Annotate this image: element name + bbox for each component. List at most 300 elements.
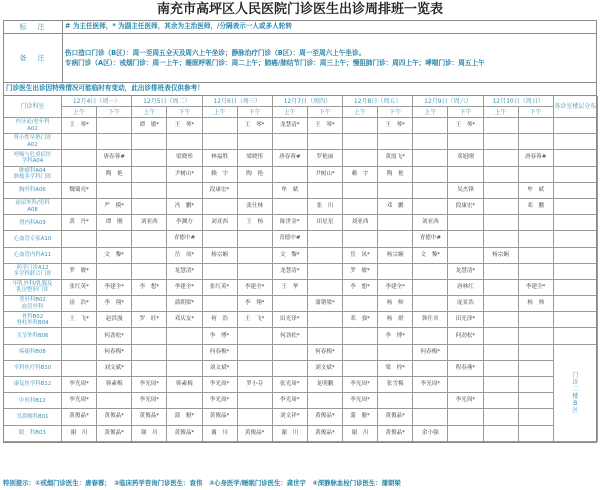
schedule-cell — [413, 328, 448, 344]
location-header-text: 各诊室楼层分布 — [554, 103, 597, 110]
dept-name-line: 乳房整形门诊 — [16, 287, 49, 294]
schedule-cell: 赵洪漫 — [97, 312, 132, 328]
schedule-cell: 李 想* — [132, 280, 167, 296]
schedule-cell: 刘亚西 — [413, 215, 448, 231]
dept-name-line: 胸外科A06 — [19, 187, 46, 194]
schedule-cell: 蒲 魁* — [343, 409, 378, 425]
dept-name — [4, 231, 62, 247]
location-cell — [554, 264, 598, 280]
schedule-cell — [97, 393, 132, 409]
schedule-cell: 龙慧清* — [448, 264, 483, 280]
schedule-cell: 田光泽* — [448, 312, 483, 328]
schedule-cell — [413, 150, 448, 166]
location-floor-char: 楼 — [572, 392, 579, 400]
am-header: 上午 — [273, 107, 308, 118]
schedule-cell: 李光周* — [132, 377, 167, 393]
notes-label: 标 注 — [4, 21, 63, 33]
schedule-cell — [343, 118, 378, 134]
schedule-cell: 魏蜀亮* — [62, 183, 97, 199]
schedule-cell: 陶 艳 — [378, 167, 413, 183]
schedule-cell: 汤 浩* — [62, 296, 97, 312]
dept-name-line: 肿瘤科A04 — [19, 167, 46, 174]
location-cell — [554, 150, 598, 166]
schedule-cell — [484, 134, 519, 150]
schedule-cell — [378, 231, 413, 247]
schedule-cell — [413, 296, 448, 312]
schedule-cell: 韩素梅 — [167, 377, 202, 393]
schedule-cell: 何劲松* — [273, 328, 308, 344]
dept-name-line: 肿瘤多学科门诊 — [13, 174, 52, 181]
dept-name-line: 内分泌/老年科 — [15, 119, 50, 126]
location-cell — [554, 134, 598, 150]
dept-name — [4, 183, 62, 199]
schedule-cell — [203, 231, 238, 247]
schedule-cell — [273, 199, 308, 215]
dept-name — [4, 361, 62, 377]
schedule-cell: 田光泽* — [273, 312, 308, 328]
schedule-cell: 林福胜 — [203, 150, 238, 166]
schedule-cell: 刘亚西 — [203, 215, 238, 231]
schedule-cell — [62, 361, 97, 377]
schedule-cell — [519, 264, 554, 280]
schedule-cell: 黄俊晶* — [308, 426, 343, 442]
schedule-cell: 杨宗娴 — [484, 248, 519, 264]
day-header: 12月6日（周三） — [203, 96, 273, 107]
dept-name-line: 脊柱外科B04 — [16, 319, 49, 326]
location-cell — [554, 118, 598, 134]
schedule-cell — [519, 231, 554, 247]
day-header: 12月5日（周二） — [132, 96, 202, 107]
schedule-cell: 杨宗娴 — [203, 248, 238, 264]
dept-name-line: 泌尿外科/男科 — [15, 200, 50, 207]
schedule-cell: 黄俊晶* — [62, 409, 97, 425]
notes-row-remarks — [4, 34, 596, 83]
schedule-cell: 黄 丹* — [62, 215, 97, 231]
schedule-cell: 尹树山* — [167, 167, 202, 183]
schedule-cell — [484, 280, 519, 296]
schedule-cell: 刘文斌* — [203, 361, 238, 377]
location-cell — [554, 328, 598, 344]
schedule-cell: 何 浩 — [203, 312, 238, 328]
schedule-cell — [484, 328, 519, 344]
schedule-cell — [519, 345, 554, 361]
location-floor-char: 诊 — [572, 378, 579, 386]
schedule-cell: 王 琴* — [238, 118, 273, 134]
location-header — [554, 96, 598, 118]
schedule-cell — [413, 118, 448, 134]
pm-header: 下午 — [97, 107, 132, 118]
schedule-cell — [62, 328, 97, 344]
dept-name — [4, 118, 62, 134]
schedule-cell: 李 翔* — [97, 296, 132, 312]
location-floor-char: 二 — [572, 385, 579, 393]
schedule-cell: 陶 艳 — [238, 167, 273, 183]
schedule-cell: 罗 敏* — [62, 264, 97, 280]
schedule-cell — [167, 345, 202, 361]
schedule-cell: 余小强 — [413, 426, 448, 442]
schedule-cell — [484, 167, 519, 183]
schedule-cell: 何春梅* — [203, 345, 238, 361]
schedule-cell — [62, 345, 97, 361]
schedule-cell: 王 杨 — [238, 215, 273, 231]
schedule-cell: 龙慧清* — [273, 264, 308, 280]
schedule-cell — [62, 248, 97, 264]
schedule-cell — [343, 183, 378, 199]
schedule-cell — [343, 150, 378, 166]
schedule-cell — [203, 296, 238, 312]
schedule-cell: 梁晓彤 — [167, 150, 202, 166]
schedule-cell — [484, 361, 519, 377]
schedule-cell — [238, 393, 273, 409]
dept-name-line: 肾内科A09 — [19, 219, 46, 226]
schedule-cell — [167, 393, 202, 409]
dept-name-line: 疼痛科B08 — [19, 349, 46, 356]
day-header: 12月7日（周四） — [273, 96, 343, 107]
schedule-cell: 罗小芬 — [238, 377, 273, 393]
schedule-cell — [484, 393, 519, 409]
schedule-cell — [62, 150, 97, 166]
schedule-cell: 李建全* — [238, 280, 273, 296]
dept-name-line: A02 — [27, 141, 38, 148]
schedule-cell: 李光周* — [343, 377, 378, 393]
schedule-cell: 赖 宇 — [343, 167, 378, 183]
schedule-cell: 何劲松* — [448, 328, 483, 344]
location-cell — [554, 231, 598, 247]
schedule-cell: 谢 川 — [132, 426, 167, 442]
schedule-cell: 尹树山* — [308, 167, 343, 183]
schedule-cell: 李光周* — [273, 393, 308, 409]
schedule-cell: 王 琴* — [167, 118, 202, 134]
schedule-cell: 冯 鹏* — [167, 199, 202, 215]
schedule-cell — [448, 377, 483, 393]
dept-name-line: 全科医疗科B10 — [13, 365, 52, 372]
schedule-cell: 邓旭刚 — [448, 150, 483, 166]
schedule-cell: 李光周* — [203, 393, 238, 409]
schedule-cell — [97, 118, 132, 134]
schedule-cell: 张红英* — [203, 280, 238, 296]
schedule-cell: 杨 群 — [378, 312, 413, 328]
schedule-cell — [308, 280, 343, 296]
schedule-cell — [308, 248, 343, 264]
schedule-cell — [484, 345, 519, 361]
pm-header: 下午 — [378, 107, 413, 118]
schedule-table — [3, 95, 597, 443]
dept-name — [4, 393, 62, 409]
schedule-cell — [273, 345, 308, 361]
schedule-cell — [519, 134, 554, 150]
schedule-cell — [238, 264, 273, 280]
schedule-cell — [484, 231, 519, 247]
schedule-cell — [519, 312, 554, 328]
schedule-cell — [132, 345, 167, 361]
dept-name — [4, 167, 62, 183]
schedule-cell: 张 川 — [308, 199, 343, 215]
schedule-cell: 王 琴* — [62, 118, 97, 134]
pm-header: 下午 — [167, 107, 202, 118]
notes-text: 专病门诊（A区）：戒烟门诊：周一上午；睡眠呼吸门诊：周二上午；肺癌/肺结节门诊：周三上午；慢阻肺门诊：周四上午；哮喘门诊：周五上午 — [65, 59, 485, 67]
schedule-cell — [308, 312, 343, 328]
schedule-cell — [308, 264, 343, 280]
schedule-cell: 邓庆友* — [167, 312, 202, 328]
schedule-cell: 陈世金* — [273, 215, 308, 231]
location-floor-char: 门 — [572, 371, 579, 379]
schedule-cell — [132, 296, 167, 312]
schedule-cell: 王 飞* — [238, 312, 273, 328]
schedule-cell: 邓 强* — [343, 312, 378, 328]
schedule-cell: 赖 宇 — [203, 167, 238, 183]
schedule-cell: 罗 旺* — [132, 312, 167, 328]
schedule-cell — [378, 134, 413, 150]
dept-name — [4, 328, 62, 344]
dept-name-line: 心血管内科A11 — [13, 251, 52, 258]
schedule-cell — [132, 248, 167, 264]
dept-name-line: 耳鼻喉科B01 — [16, 413, 49, 420]
schedule-cell: 黄俊晶* — [378, 409, 413, 425]
schedule-cell — [484, 377, 519, 393]
schedule-cell: 李建全* — [97, 280, 132, 296]
schedule-cell — [448, 167, 483, 183]
schedule-cell — [308, 134, 343, 150]
schedule-cell: 文 黎* — [413, 248, 448, 264]
schedule-cell: 庞景浩 — [448, 296, 483, 312]
schedule-cell: 龙明鹏 — [308, 377, 343, 393]
schedule-cell: 邓 鹏 — [378, 199, 413, 215]
location-cell — [554, 167, 598, 183]
schedule-cell — [378, 183, 413, 199]
notes-text-group — [63, 34, 487, 82]
schedule-cell — [273, 296, 308, 312]
schedule-cell: 刘亚西 — [132, 215, 167, 231]
schedule-cell — [203, 134, 238, 150]
dept-name — [4, 409, 62, 425]
schedule-cell — [413, 361, 448, 377]
dept-name-line: 血管外科 — [21, 303, 44, 310]
schedule-cell: 李 博* — [378, 328, 413, 344]
dept-name — [4, 215, 62, 231]
schedule-cell: 田星星 — [308, 215, 343, 231]
schedule-cell: 李光周* — [448, 393, 483, 409]
pm-header: 下午 — [519, 107, 554, 118]
dept-name-line: 康复医学科B12 — [13, 381, 52, 388]
schedule-cell — [132, 183, 167, 199]
dept-header: 门诊科室 — [4, 96, 62, 118]
schedule-cell — [343, 345, 378, 361]
pm-header: 下午 — [448, 107, 483, 118]
schedule-cell: 罗艳丽 — [308, 150, 343, 166]
dept-name-line: 关节外科B06 — [16, 332, 49, 339]
schedule-cell — [448, 248, 483, 264]
notes-text: # 为主任医师，* 为副主任医师，其余为主治医师，/分隔表示一人或多人轮转 — [65, 22, 292, 30]
schedule-cell — [132, 150, 167, 166]
schedule-cell: 唐春蓉# — [273, 150, 308, 166]
dept-name-line: 多学科联合门诊 — [13, 271, 52, 278]
schedule-cell: 青德中# — [413, 231, 448, 247]
schedule-cell: 吴杰锋 — [448, 183, 483, 199]
schedule-cell — [413, 167, 448, 183]
schedule-cell — [378, 393, 413, 409]
schedule-cell: 黄俊晶* — [167, 426, 202, 442]
schedule-cell — [378, 345, 413, 361]
schedule-cell — [519, 426, 554, 442]
schedule-cell: 黄俊晶* — [97, 409, 132, 425]
schedule-cell: 王 飞* — [62, 312, 97, 328]
schedule-cell — [167, 361, 202, 377]
schedule-cell: 唐林红 — [448, 280, 483, 296]
schedule-cell — [308, 183, 343, 199]
am-header: 上午 — [62, 107, 97, 118]
schedule-cell — [238, 231, 273, 247]
location-cell — [554, 199, 598, 215]
schedule-cell: 王 琴* — [308, 118, 343, 134]
schedule-cell: 黄俊晶* — [238, 426, 273, 442]
schedule-cell — [413, 199, 448, 215]
notes-label: 备 注 — [4, 34, 63, 82]
schedule-cell: 黄俊晶* — [203, 409, 238, 425]
schedule-cell — [238, 248, 273, 264]
schedule-cell — [238, 345, 273, 361]
schedule-cell — [97, 264, 132, 280]
schedule-cell — [343, 231, 378, 247]
schedule-cell — [448, 426, 483, 442]
schedule-cell — [238, 328, 273, 344]
schedule-cell — [413, 134, 448, 150]
schedule-cell — [484, 199, 519, 215]
dept-name — [4, 426, 62, 442]
schedule-cell — [378, 215, 413, 231]
dept-name — [4, 264, 62, 280]
dept-name-line: 甲乳外科/乳腺及 — [12, 281, 53, 288]
schedule-cell: 梁 栓* — [378, 361, 413, 377]
schedule-cell — [62, 167, 97, 183]
day-header: 12月10日（周日） — [484, 96, 554, 107]
schedule-cell: 牟 斌 — [519, 183, 554, 199]
schedule-cell: 杨 帅 — [378, 296, 413, 312]
dept-name-line: 骨科B02 — [21, 313, 44, 320]
schedule-cell: 李渊方 — [167, 215, 202, 231]
schedule-cell — [413, 280, 448, 296]
schedule-cell: 梁晓彤 — [238, 150, 273, 166]
schedule-cell — [203, 199, 238, 215]
schedule-cell: 张光周* — [273, 377, 308, 393]
schedule-cell — [343, 296, 378, 312]
schedule-cell: 黄俊晶* — [132, 409, 167, 425]
schedule-cell: 李光周* — [62, 393, 97, 409]
schedule-cell — [308, 393, 343, 409]
schedule-cell: 黄俊晶* — [308, 409, 343, 425]
schedule-cell — [413, 183, 448, 199]
schedule-cell: 韩素梅 — [97, 377, 132, 393]
schedule-cell: 王 琴* — [378, 118, 413, 134]
schedule-cell — [167, 134, 202, 150]
dept-name — [4, 345, 62, 361]
schedule-cell — [308, 231, 343, 247]
schedule-cell — [484, 215, 519, 231]
schedule-cell — [484, 150, 519, 166]
schedule-cell: 程春燕* — [448, 361, 483, 377]
schedule-cell: 李光周* — [203, 377, 238, 393]
schedule-cell: 龙慧清* — [167, 264, 202, 280]
schedule-cell: 文 黎* — [273, 248, 308, 264]
schedule-cell: 段康宏* — [203, 183, 238, 199]
dept-name — [4, 296, 62, 312]
am-header: 上午 — [413, 107, 448, 118]
schedule-cell — [132, 361, 167, 377]
dept-name — [4, 199, 62, 215]
schedule-cell — [273, 361, 308, 377]
schedule-cell: 张雪梅 — [378, 377, 413, 393]
schedule-cell: 张红英* — [62, 280, 97, 296]
schedule-cell — [378, 264, 413, 280]
day-header: 12月4日（周一） — [62, 96, 132, 107]
schedule-cell — [97, 134, 132, 150]
schedule-cell — [413, 264, 448, 280]
schedule-cell — [519, 377, 554, 393]
location-cell — [554, 248, 598, 264]
location-cell — [554, 312, 598, 328]
schedule-cell — [484, 426, 519, 442]
dept-name — [4, 377, 62, 393]
schedule-cell — [97, 231, 132, 247]
location-cell — [554, 215, 598, 231]
schedule-cell — [167, 183, 202, 199]
notes-table — [3, 20, 597, 96]
schedule-cell: 李 博* — [203, 328, 238, 344]
footer-note: 特别提示：①戒烟门诊医生：唐春蓉； ②临床药学咨询门诊医生：袁伟 ③心身医学/睡眠门诊医生：龚世宇 ④深静脉血栓门诊医生：蒲朝梁 — [3, 479, 401, 487]
schedule-cell — [519, 118, 554, 134]
schedule-cell: 罗 敏* — [343, 264, 378, 280]
page-title: 南充市高坪区人民医院门诊医生出诊周排班一览表 — [156, 2, 443, 17]
schedule-cell — [167, 328, 202, 344]
schedule-cell: 文 黎* — [97, 248, 132, 264]
schedule-cell: 李建全* — [378, 280, 413, 296]
schedule-cell: 岳 凤* — [167, 248, 202, 264]
dept-name — [4, 150, 62, 166]
schedule-cell: 王 华 — [273, 280, 308, 296]
schedule-cell — [132, 167, 167, 183]
schedule-cell: 何春梅* — [308, 345, 343, 361]
schedule-cell — [519, 361, 554, 377]
schedule-cell — [238, 409, 273, 425]
dept-name-line: A08 — [27, 206, 38, 213]
schedule-cell — [343, 199, 378, 215]
schedule-cell: 李建全* — [519, 280, 554, 296]
schedule-cell: 刘文斌* — [97, 361, 132, 377]
schedule-cell: 杨 帅 — [519, 296, 554, 312]
schedule-cell: 邓 鹏 — [519, 199, 554, 215]
schedule-cell: 杨宗娴 — [378, 248, 413, 264]
location-floor — [554, 345, 598, 442]
schedule-cell — [62, 134, 97, 150]
dept-name-line: 心血管专家A10 — [13, 235, 52, 242]
location-floor-char: B — [573, 399, 578, 407]
schedule-cell — [519, 215, 554, 231]
schedule-cell: 龙慧清* — [273, 118, 308, 134]
schedule-cell — [343, 361, 378, 377]
schedule-cell: 唐春蓉# — [97, 150, 132, 166]
schedule-cell: 段康宏* — [448, 199, 483, 215]
schedule-cell — [273, 134, 308, 150]
schedule-cell — [519, 393, 554, 409]
schedule-cell — [413, 409, 448, 425]
schedule-cell: 蒲朝梁* — [167, 296, 202, 312]
schedule-cell: 岳 凤* — [343, 248, 378, 264]
schedule-cell — [238, 361, 273, 377]
schedule-cell — [97, 183, 132, 199]
schedule-cell — [238, 134, 273, 150]
schedule-cell — [519, 409, 554, 425]
schedule-cell: 谭 刚 — [97, 215, 132, 231]
schedule-cell: 谢 川 — [273, 426, 308, 442]
